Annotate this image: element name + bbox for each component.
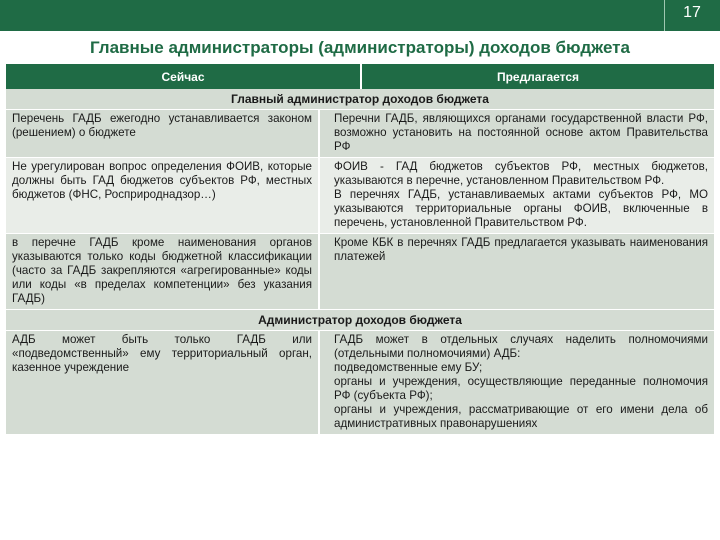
section-title: Главный администратор доходов бюджета [6, 89, 714, 110]
table-row [6, 234, 714, 310]
cell-text: органы и учреждения, рассматривающие от его имени дела об административных правонарушениях [334, 403, 708, 430]
comparison-table [6, 64, 714, 435]
section-title: Администратор доходов бюджета [6, 310, 714, 331]
cell-current [6, 234, 320, 309]
cell-current [6, 158, 320, 233]
page-number: 17 [683, 4, 701, 21]
cell-text: подведомственные ему БУ; [334, 361, 483, 374]
cell-text: Перечни ГАДБ, являющихся органами государственной власти РФ, возможно установить на постоянной основе актом Правительства РФ [334, 112, 708, 153]
header-proposed: Предлагается [362, 64, 714, 89]
cell-text: органы и учреждения, осуществляющие переданные полномочия РФ (субъекта РФ); [334, 375, 708, 402]
cell-text: ФОИВ - ГАД бюджетов субъектов РФ, местных бюджетов, указываются в перечне, установленном Правительством РФ. [334, 160, 708, 187]
cell-text: В перечнях ГАДБ, устанавливаемых актами субъектов РФ, МО указываются территориальные органы ФОИВ, включенные в перечень, установленной Правительством РФ. [334, 188, 708, 229]
table-row [6, 331, 714, 435]
table-header [6, 64, 714, 89]
cell-current [6, 331, 320, 434]
page-title: Главные администраторы (администраторы) доходов бюджета [90, 38, 630, 57]
top-bar-divider [664, 0, 665, 31]
top-bar [0, 0, 720, 31]
cell-text: ГАДБ может в отдельных случаях наделить полномочиями (отдельными полномочиями) АДБ: [334, 333, 708, 360]
header-current: Сейчас [6, 64, 362, 89]
table-row [6, 110, 714, 158]
cell-proposed [320, 234, 714, 309]
cell-current [6, 110, 320, 157]
cell-text: Не урегулирован вопрос определения ФОИВ, которые должны быть ГАД бюджетов субъектов РФ, местных бюджетов (ФНС, Росприроднадзор…) [12, 160, 312, 201]
cell-proposed [320, 110, 714, 157]
cell-proposed [320, 331, 714, 434]
cell-text: Кроме КБК в перечнях ГАДБ предлагается указывать наименования платежей [334, 236, 708, 263]
cell-text: в перечне ГАДБ кроме наименования органов указываются только коды бюджетной классификации (часто за ГАДБ закрепляются «агрегированные» коды или коды «в пределах компетенции» без указания ГАДБ) [12, 236, 312, 305]
table-row [6, 158, 714, 234]
cell-text: Перечень ГАДБ ежегодно устанавливается законом (решением) о бюджете [12, 112, 312, 139]
cell-proposed [320, 158, 714, 233]
cell-text: АДБ может быть только ГАДБ или «подведомственный» ему территориальный орган, казенное учреждение [12, 333, 312, 374]
